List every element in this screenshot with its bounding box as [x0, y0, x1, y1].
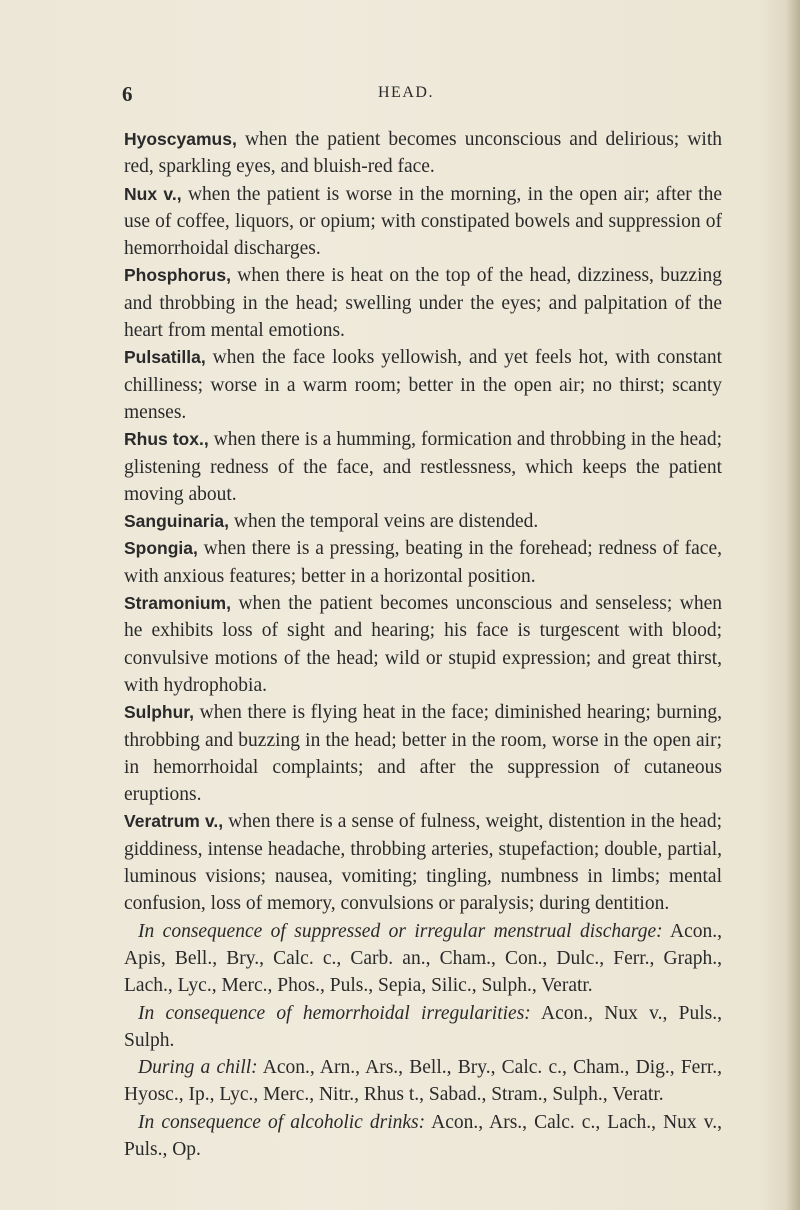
page-body — [124, 126, 722, 1163]
remedy-entry — [124, 535, 722, 590]
condition-entry — [124, 1054, 722, 1109]
remedy-entry — [124, 426, 722, 508]
page-edge-shadow — [786, 0, 800, 1210]
remedy-name: Stramonium, — [124, 593, 231, 614]
running-title: HEAD. — [378, 84, 434, 101]
remedy-description: when the face looks yellowish, and yet feels hot, with constant chilliness; worse in a warm room; better in the open air; no thirst; scanty menses. — [124, 347, 722, 423]
condition-remedies: Acon., Ars., Calc. c., Lach., Nux v., Puls., Op. — [124, 1111, 722, 1160]
remedy-name: Veratrum v., — [124, 811, 224, 832]
remedy-name: Phosphorus, — [124, 265, 231, 286]
remedy-name: Nux v., — [124, 183, 182, 204]
page-number: 6 — [122, 82, 133, 106]
remedy-description: when the temporal veins are distended. — [229, 511, 539, 533]
condition-label: In consequence of suppressed or irregular menstrual discharge: — [138, 920, 663, 942]
remedy-description: when there is a sense of fulness, weight, distention in the head; giddiness, intense headache, throbbing arteries, stupefaction; double, partial, luminous visions; nausea, vomiting; tingling, numbness in limbs; mental confusion, loss of memory, convulsions or paralysis; during dentition. — [124, 811, 722, 915]
remedy-description: when the patient becomes unconscious and senseless; when he exhibits loss of sight and hearing; his face is turgescent with blood; convulsive motions of the head; wild or stupid expression; and great thirst, with hydrophobia. — [124, 593, 722, 696]
remedy-name: Sulphur, — [124, 702, 194, 723]
condition-entry — [124, 1000, 722, 1055]
remedy-entry — [124, 590, 722, 699]
condition-remedies: Acon., Apis, Bell., Bry., Calc. c., Carb. an., Cham., Con., Dulc., Ferr., Graph., Lach., Lyc., Merc., Phos., Puls., Sepia, Silic., Sulph., Veratr. — [124, 920, 722, 997]
remedy-name: Pulsatilla, — [124, 347, 206, 368]
page-header — [122, 82, 712, 108]
condition-remedies: Acon., Nux v., Puls., Sulph. — [124, 1002, 722, 1051]
remedy-description: when the patient is worse in the morning, in the open air; after the use of coffee, liquors, or opium; with constipated bowels and suppression of hemorrhoidal discharges. — [124, 183, 722, 260]
remedy-name: Hyoscyamus, — [124, 129, 237, 149]
condition-remedies: Acon., Arn., Ars., Bell., Bry., Calc. c., Cham., Dig., Ferr., Hyosc., Ip., Lyc., Merc., Nitr., Rhus t., Sabad., Stram., Sulph., Veratr. — [124, 1057, 722, 1106]
remedy-entry — [124, 508, 722, 535]
remedy-entry — [124, 126, 722, 181]
remedy-entry — [124, 262, 722, 344]
remedy-description: when there is heat on the top of the head, dizziness, buzzing and throbbing in the head; swelling under the eyes; and palpitation of the heart from mental emotions. — [124, 265, 722, 342]
condition-label: During a chill: — [138, 1057, 258, 1079]
condition-label: In consequence of alcoholic drinks: — [138, 1111, 426, 1133]
remedy-description: when there is a humming, formication and throbbing in the head; glistening redness of the face, and restlessness, which keeps the patient moving about. — [124, 429, 722, 505]
remedy-entry — [124, 808, 722, 917]
remedy-entry — [124, 699, 722, 808]
remedy-name: Rhus tox., — [124, 429, 209, 450]
remedy-entry — [124, 181, 722, 263]
condition-entry — [124, 1109, 722, 1164]
remedy-entry — [124, 344, 722, 426]
remedy-description: when there is a pressing, beating in the forehead; redness of face, with anxious features; better in a horizontal position. — [124, 538, 722, 587]
remedy-description: when there is flying heat in the face; diminished hearing; burning, throbbing and buzzing in the head; better in the room, worse in the open air; in hemorrhoidal complaints; and after the suppression of cutaneous eruptions. — [124, 702, 722, 806]
remedy-name: Sanguinaria, — [124, 511, 230, 532]
remedy-description: when the patient becomes unconscious and delirious; with red, sparkling eyes, and bluish-red face. — [124, 129, 722, 178]
condition-entry — [124, 918, 722, 1000]
remedy-name: Spongia, — [124, 538, 198, 559]
condition-label: In consequence of hemorrhoidal irregularities: — [138, 1002, 531, 1024]
